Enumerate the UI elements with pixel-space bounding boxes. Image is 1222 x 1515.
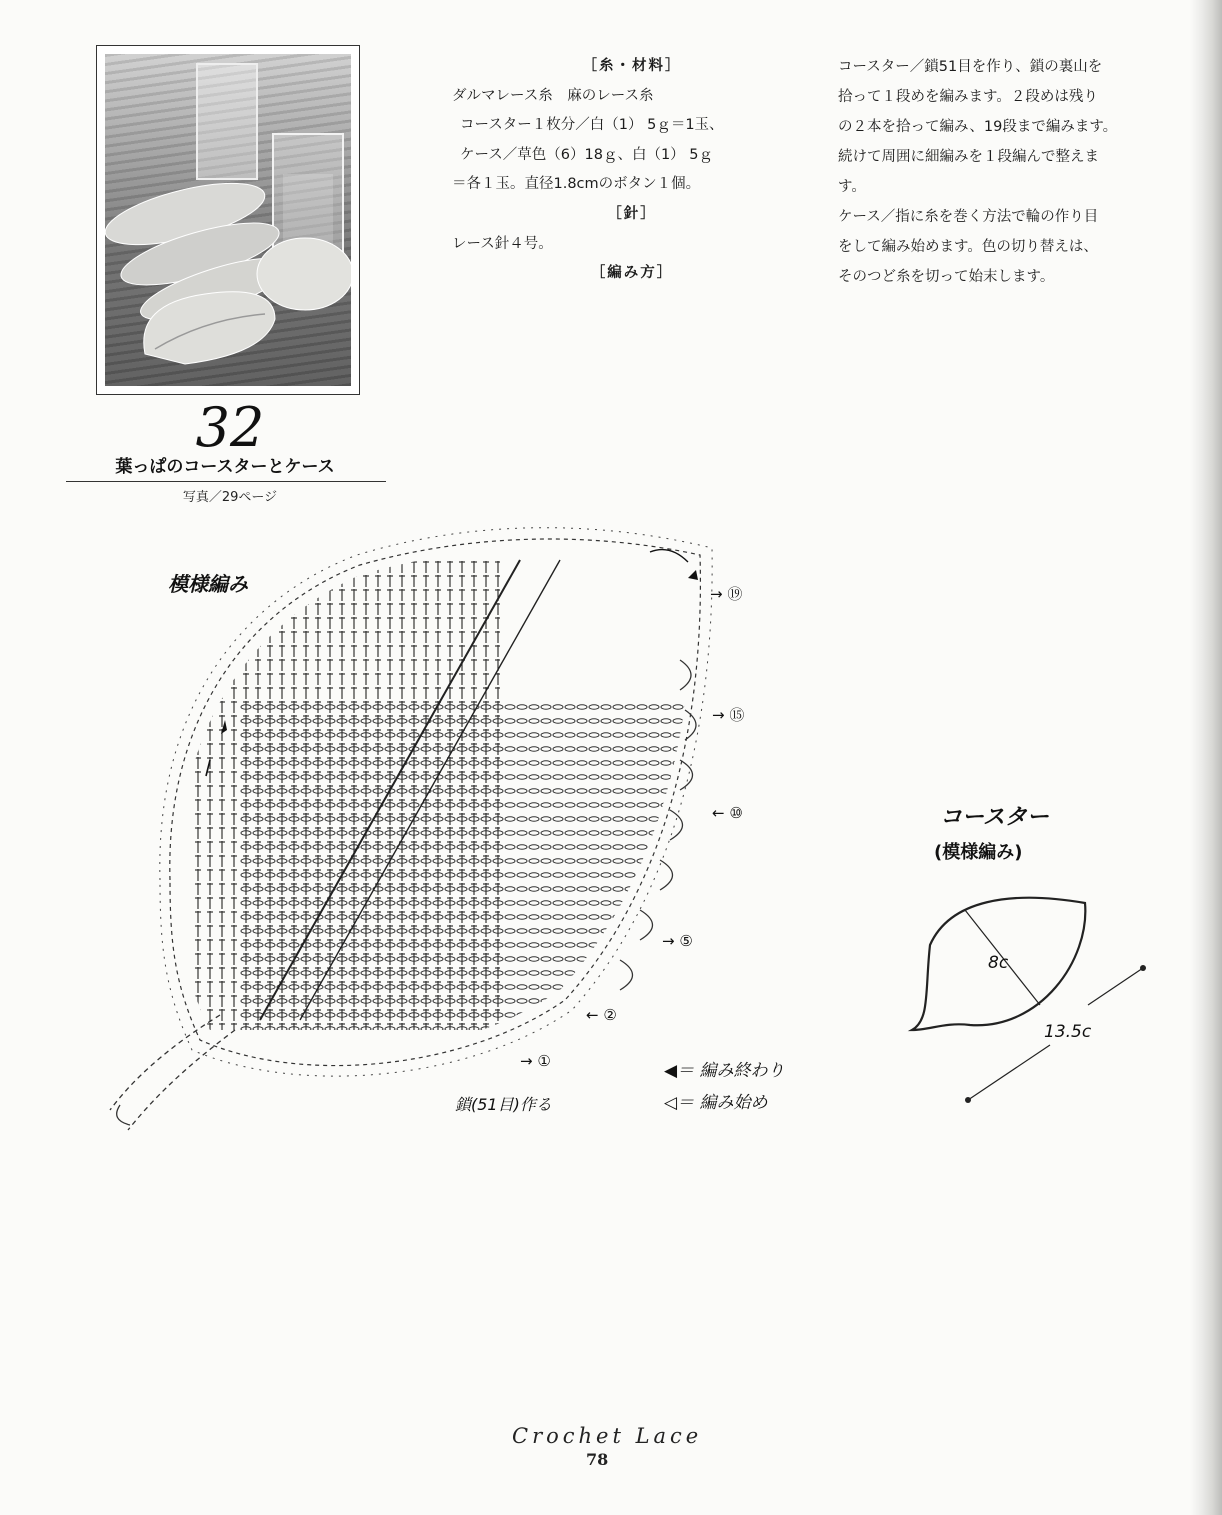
row-label-2: ← ② (586, 1006, 617, 1024)
row-label-10: ← ⑩ (712, 804, 743, 822)
foundation-label: 鎖(51目)作る (455, 1095, 552, 1114)
row-label-1: → ① (520, 1052, 551, 1070)
heading-hook: ［針］ (607, 205, 657, 222)
legend-end: ◀＝ 編み終わり (664, 1061, 785, 1081)
photo-reference: 写真／29ページ (182, 490, 278, 505)
row-label-19: → ⑲ (710, 585, 743, 603)
instruction-line: の２本を拾って編み、19段まで編みます。 (838, 119, 1118, 135)
coaster-line: コースター１枚分／白（1） 5ｇ＝1玉、 (460, 117, 724, 134)
coaster-subtitle: (模様編み) (934, 842, 1023, 863)
instruction-line: 拾って１段めを編みます。２段めは残り (838, 89, 1098, 105)
chart-label: 模様編み (168, 572, 248, 596)
pattern-number: 32 (195, 396, 265, 459)
footer-book-title: Crochet Lace (512, 1424, 703, 1448)
instruction-line: す。 (838, 179, 866, 195)
instruction-line: をして編み始めます。色の切り替えは、 (838, 239, 1098, 255)
coaster-width: 8c (988, 953, 1009, 973)
coaster-length: 13.5c (1044, 1022, 1092, 1042)
heading-method: ［編み方］ (590, 265, 674, 282)
instruction-line: ケース／指に糸を巻く方法で輪の作り目 (838, 209, 1099, 225)
yarn-line: ダルマレース糸 麻のレース糸 (452, 87, 654, 104)
row-label-5: → ⑤ (662, 932, 693, 950)
case-line-2: ＝各１玉。直径1.8cmのボタン１個。 (452, 176, 701, 193)
pattern-title: 葉っぱのコースターとケース (115, 457, 335, 477)
case-line-1: ケース／草色（6）18ｇ、白（1） 5ｇ (460, 146, 714, 163)
coaster-schematic (912, 898, 1146, 1103)
legend-start: ◁＝ 編み始め (664, 1093, 768, 1113)
instruction-line: コースター／鎖51目を作り、鎖の裏山を (838, 59, 1103, 75)
page-number: 78 (586, 1450, 609, 1469)
instruction-line: 続けて周囲に細編みを１段編んで整えま (838, 149, 1099, 165)
hook-line: レース針４号。 (452, 235, 553, 252)
heading-yarn: ［糸・材料］ (582, 58, 682, 74)
row-label-15: → ⑮ (712, 706, 745, 724)
instruction-line: そのつど糸を切って始末します。 (838, 269, 1055, 285)
coaster-title: コースター (940, 805, 1049, 830)
